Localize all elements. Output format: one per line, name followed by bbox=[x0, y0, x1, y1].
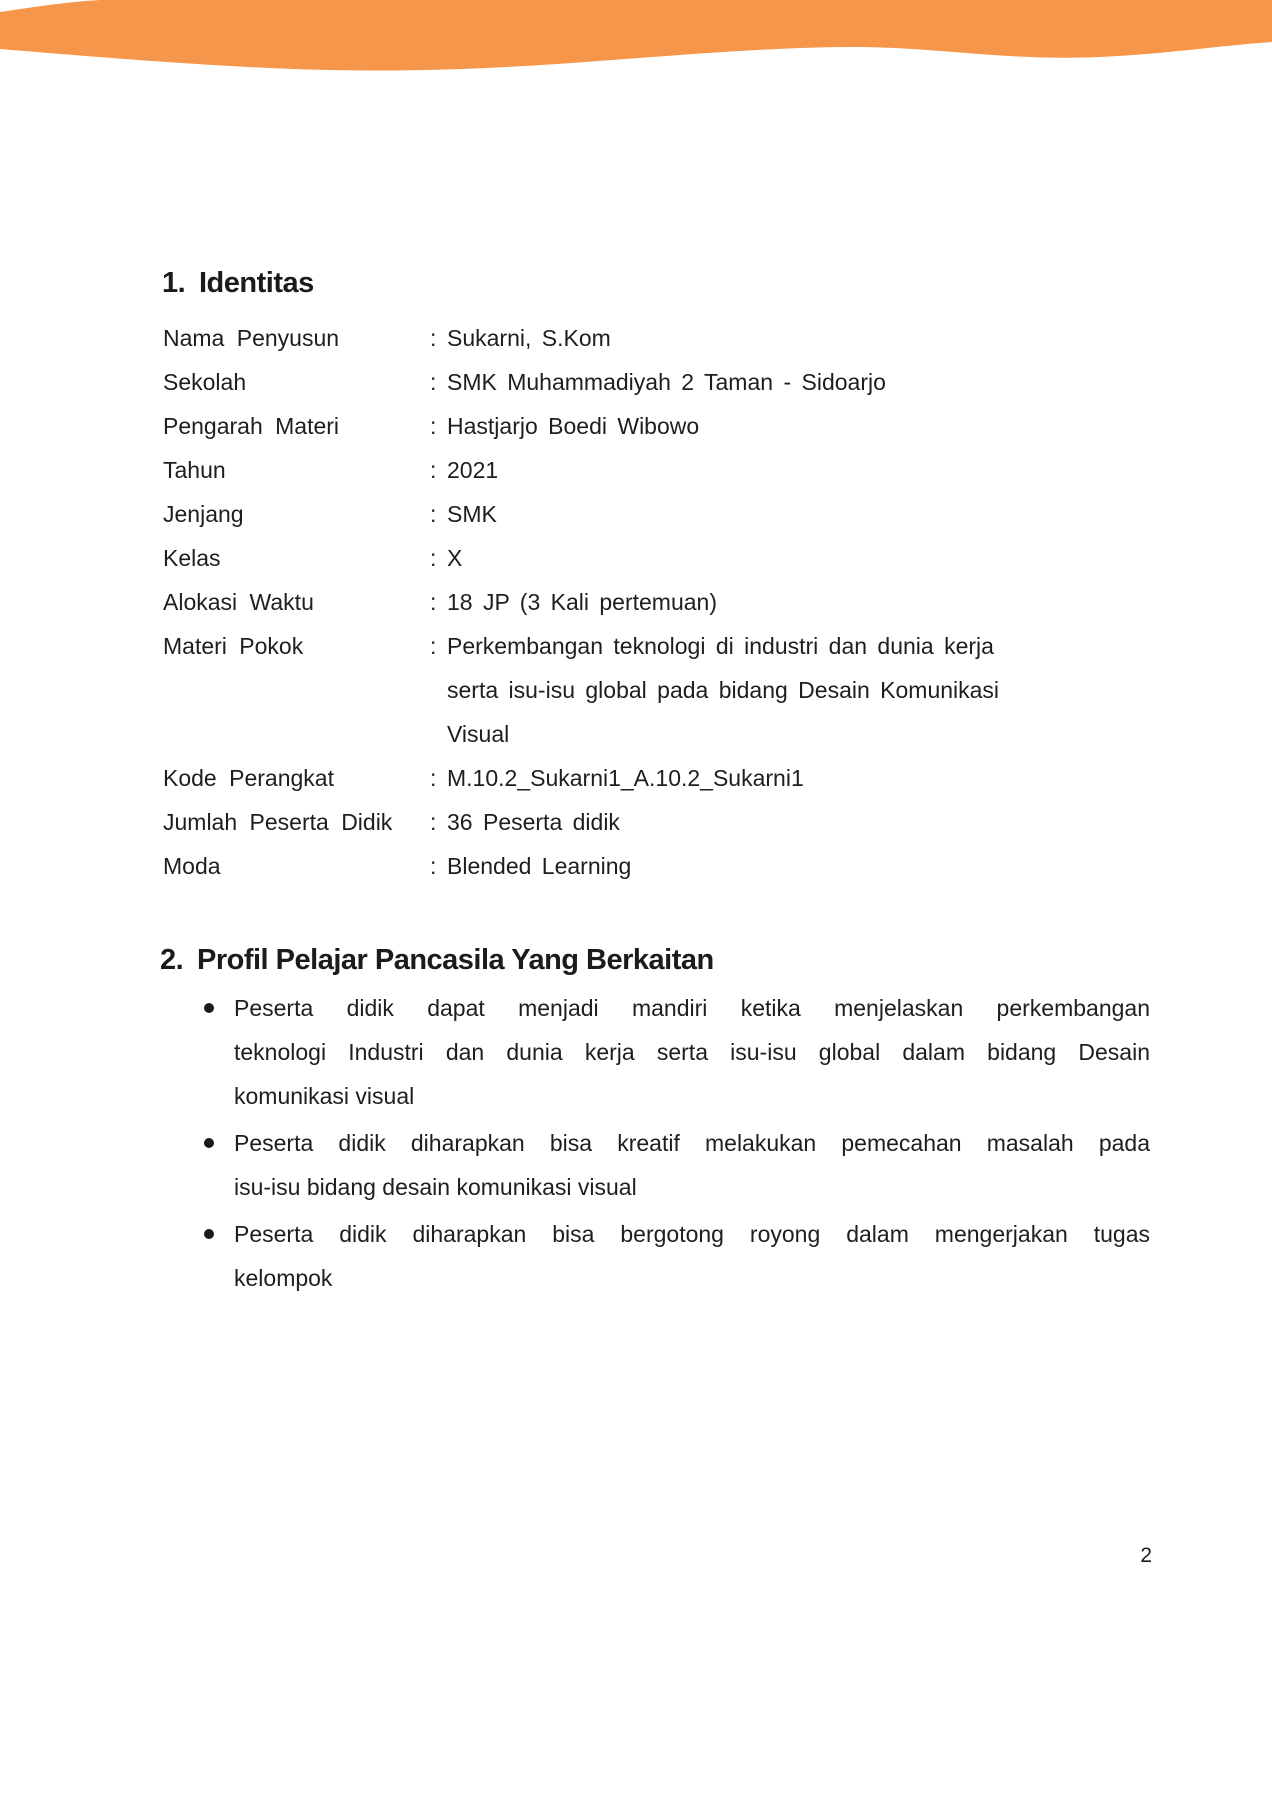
bullet-icon bbox=[204, 1138, 214, 1148]
list-item-line: Peserta didik dapat menjadi mandiri ketika menjelaskan perkembangan bbox=[234, 995, 1150, 1021]
identity-row-nama-penyusun bbox=[163, 316, 1152, 360]
identity-value: Sukarni, S.Kom bbox=[447, 325, 611, 351]
colon-separator: : bbox=[430, 809, 437, 835]
list-item-line: komunikasi visual bbox=[234, 1083, 415, 1109]
identity-value: Hastjarjo Boedi Wibowo bbox=[447, 413, 700, 439]
page-number: 2 bbox=[1140, 1544, 1152, 1567]
bullet-icon bbox=[204, 1003, 214, 1013]
colon-separator: : bbox=[430, 853, 437, 879]
identity-value bbox=[447, 624, 1052, 756]
identity-label: Alokasi Waktu bbox=[163, 589, 314, 615]
identity-label: Kelas bbox=[163, 545, 221, 571]
list-item-text bbox=[234, 1212, 1150, 1300]
identity-value-line: Perkembangan teknologi di industri dan dunia kerja bbox=[447, 633, 994, 659]
section1-title: Identitas bbox=[199, 267, 314, 299]
identity-label: Tahun bbox=[163, 457, 226, 483]
list-item-line: Peserta didik diharapkan bisa kreatif melakukan pemecahan masalah pada bbox=[234, 1130, 1150, 1156]
identity-value: 36 Peserta didik bbox=[447, 809, 620, 835]
identity-row-sekolah bbox=[163, 360, 1152, 404]
identity-value: M.10.2_Sukarni1_A.10.2_Sukarni1 bbox=[447, 765, 804, 791]
section2-number: 2. bbox=[160, 944, 184, 976]
list-item-text bbox=[234, 986, 1150, 1118]
identity-row-tahun bbox=[163, 448, 1152, 492]
list-item-line: kelompok bbox=[234, 1265, 333, 1291]
identity-row-alokasi-waktu bbox=[163, 580, 1152, 624]
colon-separator: : bbox=[430, 325, 437, 351]
list-item bbox=[204, 1212, 1150, 1300]
identity-label: Jenjang bbox=[163, 501, 244, 527]
header-wave bbox=[0, 0, 1272, 78]
identity-row-kode-perangkat bbox=[163, 756, 1152, 800]
identity-value: 18 JP (3 Kali pertemuan) bbox=[447, 589, 717, 615]
identity-value: SMK bbox=[447, 501, 497, 527]
identity-row-materi-pokok bbox=[163, 624, 1152, 756]
list-item-line: Peserta didik diharapkan bisa bergotong royong dalam mengerjakan tugas bbox=[234, 1221, 1150, 1247]
colon-separator: : bbox=[430, 765, 437, 791]
identity-label: Moda bbox=[163, 853, 221, 879]
list-item-line: isu-isu bidang desain komunikasi visual bbox=[234, 1174, 637, 1200]
section1-heading bbox=[162, 262, 314, 304]
identity-value: X bbox=[447, 545, 463, 571]
section1-number: 1. bbox=[162, 267, 186, 299]
identity-value: SMK Muhammadiyah 2 Taman - Sidoarjo bbox=[447, 369, 886, 395]
identity-label: Materi Pokok bbox=[163, 633, 304, 659]
identity-value-line: serta isu-isu global pada bidang Desain Komunikasi bbox=[447, 677, 1000, 703]
identity-label: Nama Penyusun bbox=[163, 325, 340, 351]
identity-table bbox=[163, 316, 1152, 888]
colon-separator: : bbox=[430, 369, 437, 395]
identity-row-jenjang bbox=[163, 492, 1152, 536]
colon-separator: : bbox=[430, 633, 437, 659]
header-wave-shape bbox=[0, 0, 1272, 71]
colon-separator: : bbox=[430, 413, 437, 439]
colon-separator: : bbox=[430, 501, 437, 527]
section2-heading bbox=[160, 939, 714, 981]
identity-label: Kode Perangkat bbox=[163, 765, 334, 791]
identity-label: Jumlah Peserta Didik bbox=[163, 809, 393, 835]
colon-separator: : bbox=[430, 589, 437, 615]
identity-value: Blended Learning bbox=[447, 853, 632, 879]
list-item bbox=[204, 1121, 1150, 1209]
identity-label: Pengarah Materi bbox=[163, 413, 340, 439]
profil-bullet-list bbox=[204, 986, 1150, 1303]
identity-row-kelas bbox=[163, 536, 1152, 580]
bullet-icon bbox=[204, 1229, 214, 1239]
identity-value-line: Visual bbox=[447, 721, 510, 747]
list-item-line: teknologi Industri dan dunia kerja serta isu-isu global dalam bidang Desain bbox=[234, 1039, 1150, 1065]
identity-label: Sekolah bbox=[163, 369, 247, 395]
identity-row-jumlah-peserta-didik bbox=[163, 800, 1152, 844]
section2-title: Profil Pelajar Pancasila Yang Berkaitan bbox=[197, 944, 714, 976]
colon-separator: : bbox=[430, 545, 437, 571]
identity-row-moda bbox=[163, 844, 1152, 888]
list-item-text bbox=[234, 1121, 1150, 1209]
identity-value: 2021 bbox=[447, 457, 499, 483]
list-item bbox=[204, 986, 1150, 1118]
identity-row-pengarah-materi bbox=[163, 404, 1152, 448]
colon-separator: : bbox=[430, 457, 437, 483]
